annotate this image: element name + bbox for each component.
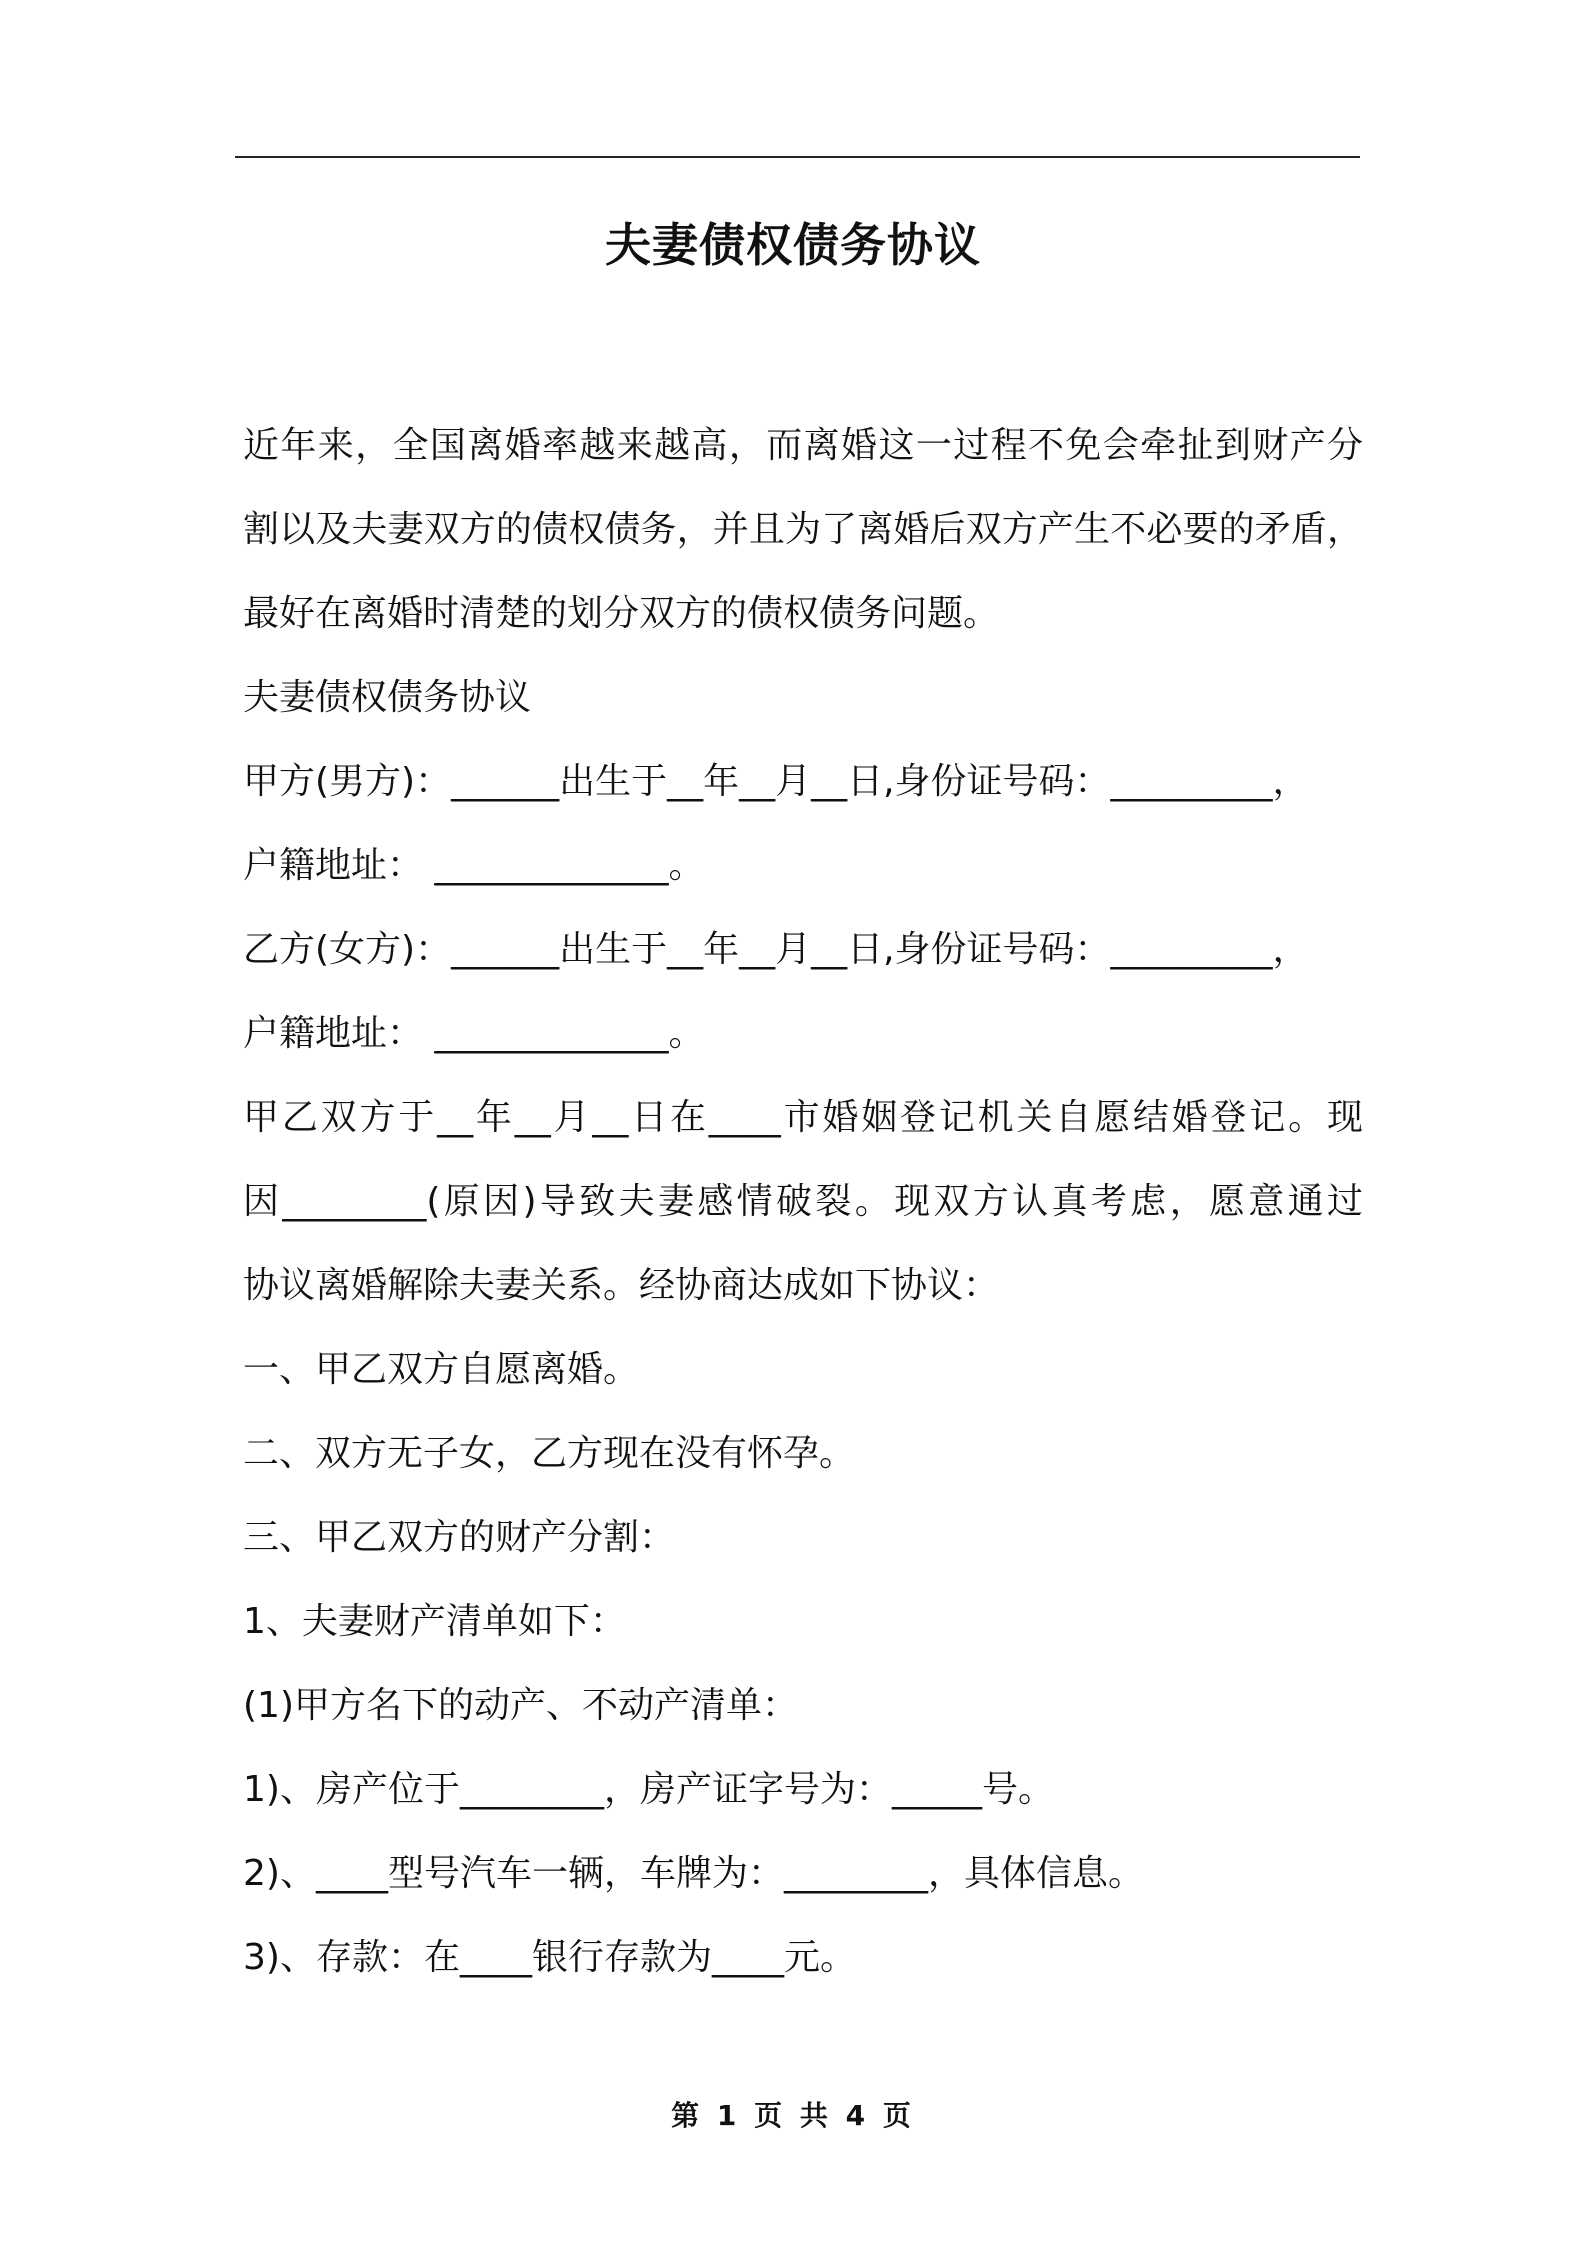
intro-line: 最好在离婚时清楚的划分双方的债权债务问题。 (243, 593, 1000, 634)
marriage-line: 甲乙双方于__年__月__日在____市婚姻登记机关自愿结婚登记。现 (243, 1097, 1363, 1138)
intro-paragraph (243, 404, 1363, 656)
document-title: 夫妻债权债务协议 (605, 218, 981, 272)
marriage-line: 协议离婚解除夫妻关系。经协商达成如下协议： (243, 1265, 1000, 1306)
agreement-subtitle: 夫妻债权债务协议 (243, 677, 532, 718)
property-item-house: 1)、房产位于________，房产证字号为：_____号。 (243, 1769, 1054, 1810)
party-b-line: 乙方(女方)：______出生于__年__月__日,身份证号码：_________， (243, 929, 1309, 970)
party-a-property-heading: (1)甲方名下的动产、不动产清单： (243, 1685, 798, 1726)
intro-line: 近年来，全国离婚率越来越高，而离婚这一过程不免会牵扯到财产分 (243, 425, 1363, 466)
party-a-info (243, 740, 1363, 908)
clause-three: 三、甲乙双方的财产分割： (243, 1517, 676, 1558)
page-number: 第 1 页 共 4 页 (671, 2099, 915, 2132)
document-body (243, 404, 1363, 2000)
marriage-line: 因________(原因)导致夫妻感情破裂。现双方认真考虑，愿意通过 (243, 1181, 1363, 1222)
clause-one: 一、甲乙双方自愿离婚。 (243, 1349, 640, 1390)
party-b-info (243, 908, 1363, 1076)
party-b-address: 户籍地址： _____________。 (243, 1013, 705, 1054)
property-item-deposit: 3)、存款：在____银行存款为____元。 (243, 1937, 856, 1978)
clause-two: 二、双方无子女，乙方现在没有怀孕。 (243, 1433, 856, 1474)
intro-line: 割以及夫妻双方的债权债务，并且为了离婚后双方产生不必要的矛盾， (243, 509, 1363, 550)
property-list-heading: 1、夫妻财产清单如下： (243, 1601, 626, 1642)
marriage-paragraph (243, 1076, 1363, 1328)
party-a-address: 户籍地址： _____________。 (243, 845, 705, 886)
property-item-car: 2)、____型号汽车一辆，车牌为：________，具体信息。 (243, 1853, 1144, 1894)
header-rule (235, 156, 1360, 158)
party-a-line: 甲方(男方)：______出生于__年__月__日,身份证号码：_________， (243, 761, 1309, 802)
